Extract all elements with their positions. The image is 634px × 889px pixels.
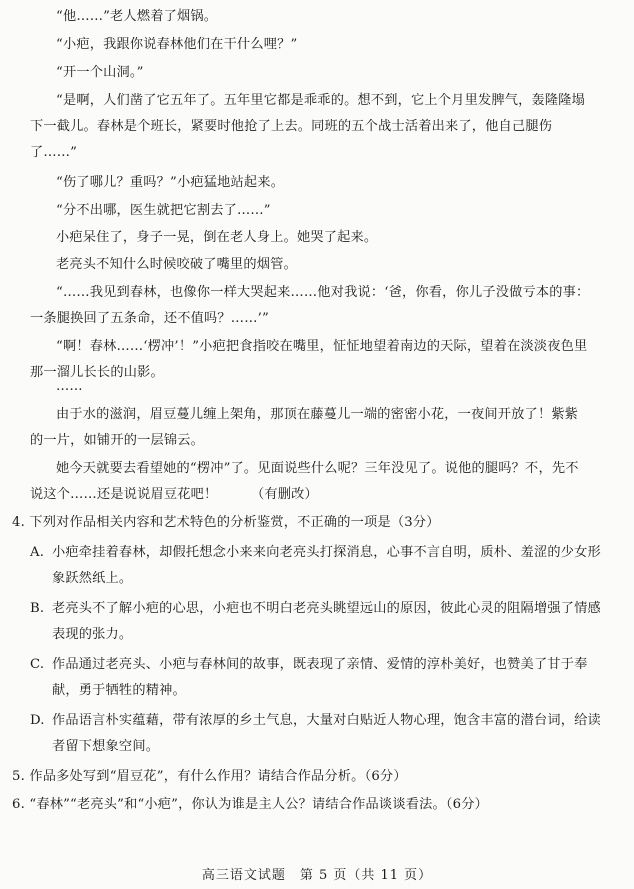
paragraph: “他……”老人燃着了烟锅。 — [56, 9, 218, 24]
question-4-stem: 4. 下列对作品相关内容和艺术特色的分析鉴赏，不正确的一项是（3分） — [12, 515, 440, 530]
option-label: D. — [30, 713, 45, 728]
paragraph: “小疤，我跟你说春林他们在干什么哩？” — [56, 37, 298, 52]
ellipsis-line: …… — [56, 379, 83, 394]
paragraph: 小疤呆住了，身子一晃，倒在老人身上。她哭了起来。 — [56, 230, 378, 245]
question-4-option-c — [30, 652, 610, 704]
option-label: B. — [30, 601, 45, 616]
option-label: C. — [30, 657, 45, 672]
option-label: A. — [30, 545, 45, 560]
paragraph: “伤了哪儿？重吗？”小疤猛地站起来。 — [56, 175, 285, 190]
option-text: 小疤牵挂着春林，却假托想念小来来向老亮头打探消息，心事不言自明，质朴、羞涩的少女形象跃然纸上。 — [52, 545, 601, 586]
question-4-option-d — [30, 708, 610, 760]
paragraph: “是啊，人们凿了它五年了。五年里它都是乖乖的。想不到，它上个月里发脾气，轰隆隆塌下一截儿。春林是个班长，紧要时他抢了上去。同班的五个战士活着出来了，他自己腿伤了……” — [30, 93, 586, 160]
question-4-option-b — [30, 596, 610, 648]
question-6: 6. “春林”“老亮头”和“小疤”，你认为谁是主人公？请结合作品谈谈看法。（6分） — [12, 797, 489, 812]
option-text: 老亮头不了解小疤的心思，小疤也不明白老亮头眺望远山的原因，彼此心灵的阻隔增强了情感表现的张力。 — [52, 601, 601, 642]
page-footer: 高三语文试题 第 5 页（共 11 页） — [201, 868, 433, 883]
paragraph: “啊！春林……‘楞冲’！”小疤把食指咬在嘴里，怔怔地望着南边的天际，望着在淡淡夜色里那一溜儿长长的山影。 — [30, 339, 588, 380]
option-text: 作品通过老亮头、小疤与春林间的故事，既表现了亲情、爱情的淳朴美好，也赞美了甘于奉献，勇于牺牲的精神。 — [52, 657, 588, 698]
paragraph: “……我见到春林，也像你一样大哭起来……他对我说：‘爸，你看，你儿子没做亏本的事：一条腿换回了五条命，还不值吗？……’” — [30, 285, 590, 326]
question-5: 5. 作品多处写到“眉豆花”，有什么作用？请结合作品分析。（6分） — [12, 769, 407, 784]
paragraph: “分不出哪，医生就把它割去了……” — [56, 203, 271, 218]
paragraph: 她今天就要去看望她的“楞冲”了。见面说些什么呢？三年没见了。说他的腿吗？不，先不说这个……还是说说眉豆花吧！ （有删改） — [30, 461, 579, 502]
paragraph: 由于水的滋润，眉豆蔓儿缠上架角，那顶在藤蔓儿一端的密密小花，一夜间开放了！紫紫的一片，如铺开的一层锦云。 — [30, 407, 579, 448]
paragraph: “开一个山洞。” — [56, 65, 144, 80]
option-text: 作品语言朴实蕴藉，带有浓厚的乡土气息，大量对白贴近人物心理，饱含丰富的潜台词，给读者留下想象空间。 — [52, 713, 601, 754]
paragraph: 老亮头不知什么时候咬破了嘴里的烟管。 — [56, 257, 297, 272]
question-4-option-a — [30, 540, 610, 592]
